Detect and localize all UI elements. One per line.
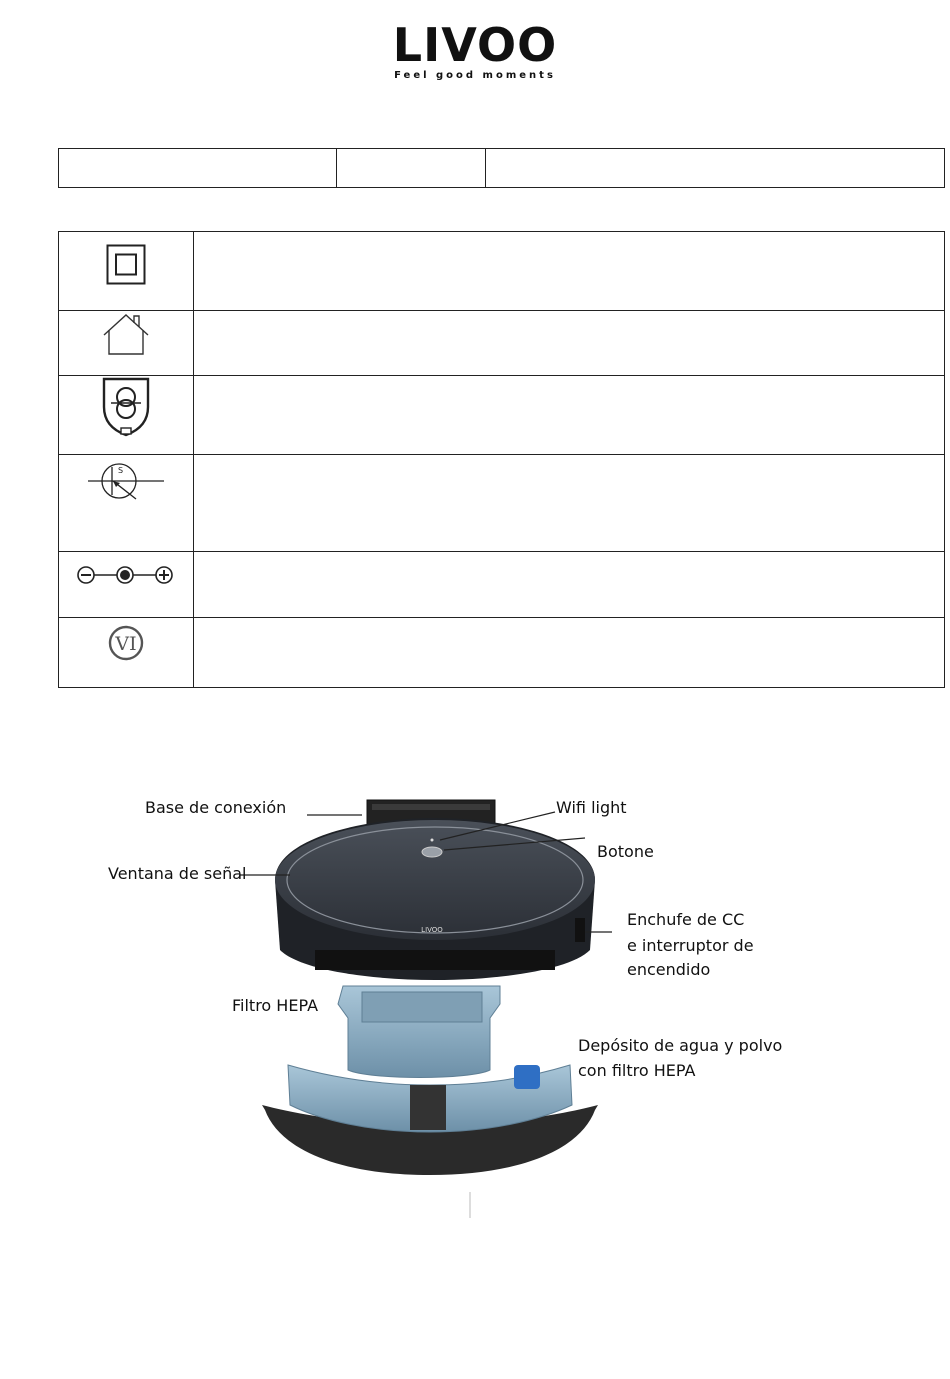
switch-mode-power-supply-icon (86, 459, 166, 505)
product-diagram (0, 780, 950, 1220)
table-cell (337, 149, 486, 188)
label-dock: Base de conexión (145, 798, 287, 817)
symbol-description (194, 311, 945, 376)
table-cell (486, 149, 945, 188)
robot-vacuum-illustration (0, 780, 950, 1220)
table-row (59, 232, 945, 311)
symbol-cell (59, 232, 194, 311)
switch-label: S (118, 466, 124, 475)
table-row (59, 376, 945, 455)
robot-top-cover (275, 820, 595, 940)
label-dc-line3: encendido (627, 960, 711, 979)
symbols-table (58, 231, 945, 688)
label-tank-line2: con filtro HEPA (578, 1061, 696, 1080)
table-row (59, 149, 945, 188)
table-row (59, 552, 945, 618)
tank-valve (514, 1065, 540, 1089)
wifi-light (431, 839, 434, 842)
label-wifi: Wifi light (556, 798, 627, 817)
label-dc-line2: e interruptor de (627, 936, 754, 955)
symbol-description (194, 376, 945, 455)
label-tank-line1: Depósito de agua y polvo (578, 1036, 783, 1055)
symbol-cell (59, 376, 194, 455)
table-row (59, 311, 945, 376)
symbol-description (194, 552, 945, 618)
symbol-description (194, 232, 945, 311)
label-hepa: Filtro HEPA (232, 996, 319, 1015)
label-dc-line1: Enchufe de CC (627, 910, 745, 929)
top-table (58, 148, 945, 188)
efficiency-level-vi-icon (107, 624, 145, 662)
symbol-description (194, 618, 945, 688)
label-signal-window: Ventana de señal (108, 864, 247, 883)
safety-transformer-shield-icon (101, 377, 151, 439)
robot-button (422, 847, 442, 857)
robot-logo: LIVOO (421, 926, 443, 934)
double-square-class-ii-icon (106, 244, 146, 286)
house-indoor-use-icon (102, 313, 150, 357)
brand-name: LIVOO (392, 18, 558, 72)
label-button: Botone (597, 842, 654, 861)
dc-polarity-icon (76, 562, 176, 588)
table-cell (59, 149, 337, 188)
brand-tagline: Feel good moments (394, 70, 556, 81)
symbol-cell (59, 552, 194, 618)
symbol-cell (59, 455, 194, 552)
table-row (59, 455, 945, 552)
brand-logo (0, 18, 950, 82)
symbol-cell (59, 311, 194, 376)
efficiency-label: VI (115, 633, 137, 655)
symbol-cell (59, 618, 194, 688)
symbol-description (194, 455, 945, 552)
table-row (59, 618, 945, 688)
